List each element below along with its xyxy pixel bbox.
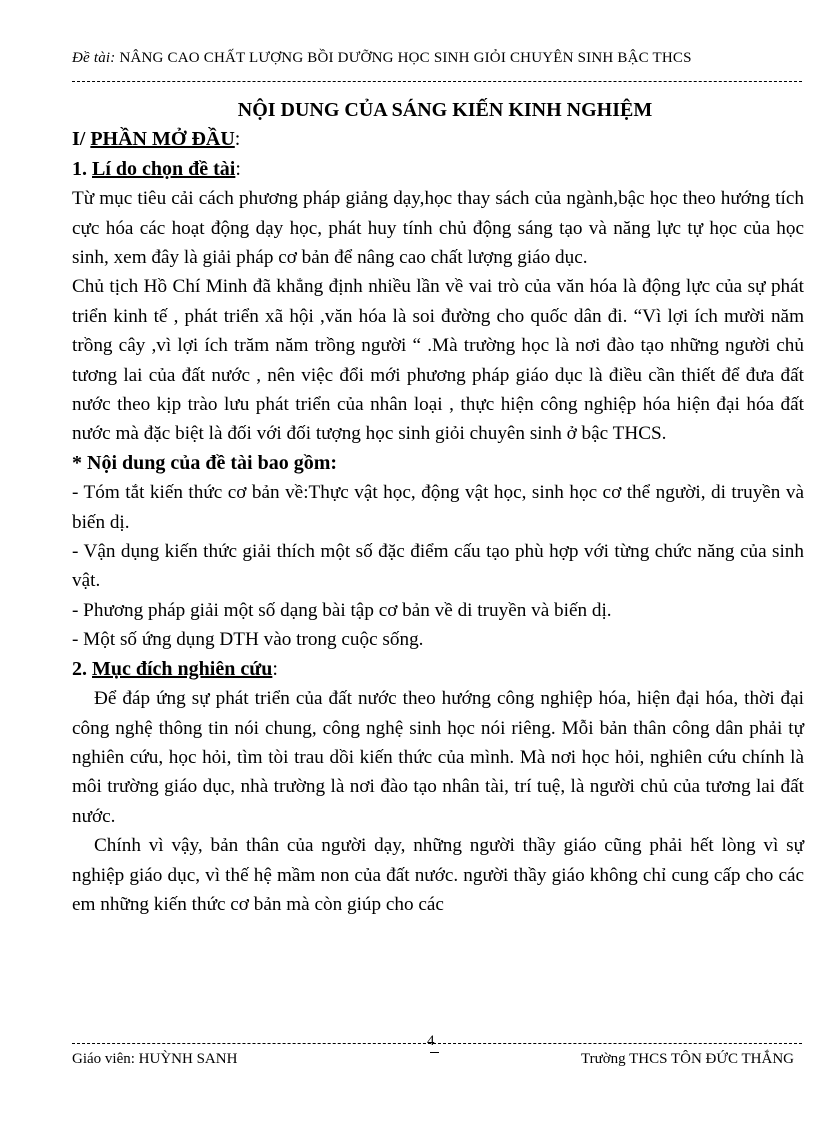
paragraph-3: Để đáp ứng sự phát triển của đất nước theo hướng công nghiệp hóa, hiện đại hóa, thời đại công nghệ thông tin nói chung, công nghệ sinh học nói riêng. Mỗi bản thân công dân phải tự nghiên cứu, học hỏi, tìm tòi trau dồi kiến thức của mình. Mà nơi học hỏi, nghiên cứu chính là môi trường giáo dục, nhà trường là nơi đào tạo nhân tài, trí tuệ, là người chủ của tương lai đất nước. bbox=[72, 688, 804, 827]
bullet-item: - Tóm tắt kiến thức cơ bản về:Thực vật học, động vật học, sinh học cơ thể người, di truyền và biến dị. bbox=[72, 482, 804, 533]
bullet-item: - Vận dụng kiến thức giải thích một số đặc điểm cấu tạo phù hợp với từng chức năng của sinh vật. bbox=[72, 541, 804, 592]
document-body bbox=[72, 96, 804, 919]
section-2-title: Mục đích nghiên cứu bbox=[92, 657, 273, 680]
footer-school: Trường THCS TÔN ĐỨC THẮNG bbox=[580, 1051, 794, 1067]
footer-teacher: Giáo viên: HUỲNH SANH bbox=[72, 1051, 238, 1067]
part-heading-suffix: : bbox=[234, 128, 241, 151]
section-2-suffix: : bbox=[272, 657, 278, 680]
part-heading-title: PHẦN MỞ ĐẦU bbox=[90, 128, 235, 151]
section-1-title: Lí do chọn đề tài bbox=[92, 157, 236, 180]
page-number-underline bbox=[430, 1052, 439, 1053]
section-heading-2 bbox=[72, 655, 804, 684]
bullet-item: - Một số ứng dụng DTH vào trong cuộc sống. bbox=[72, 629, 424, 651]
part-heading bbox=[72, 125, 804, 154]
bullet-item: - Phương pháp giải một số dạng bài tập cơ bản về di truyền và biến dị. bbox=[72, 599, 612, 621]
section-2-prefix: 2. bbox=[72, 657, 92, 680]
section-1-suffix: : bbox=[235, 157, 241, 180]
header-label: Đề tài: bbox=[72, 50, 116, 66]
running-header bbox=[72, 50, 802, 67]
header-title: NÂNG CAO CHẤT LƯỢNG BỒI DƯỠNG HỌC SINH GIỎI CHUYÊN SINH BẬC THCS bbox=[119, 50, 692, 66]
footer-divider bbox=[72, 1043, 802, 1044]
content-heading: * Nội dung của đề tài bao gồm: bbox=[72, 451, 338, 474]
paragraph-1: Từ mục tiêu cải cách phương pháp giảng dạy,học thay sách của ngành,bậc học theo hướng tích cực hóa các hoạt động dạy học, phát huy tính chủ động sáng tạo và năng lực tự học của học sinh, xem đây là giải pháp cơ bản để nâng cao chất lượng giáo dục. bbox=[72, 188, 804, 269]
header-divider bbox=[72, 81, 802, 82]
section-1-prefix: 1. bbox=[72, 157, 92, 180]
paragraph-4: Chính vì vậy, bản thân của người dạy, những người thầy giáo cũng phải hết lòng vì sự nghiệp giáo dục, vì thế hệ mầm non của đất nước. người thầy giáo không chỉ cung cấp cho các em những kiến thức cơ bản mà còn giúp cho các bbox=[72, 835, 804, 915]
document-title: NỘI DUNG CỦA SÁNG KIẾN KINH NGHIỆM bbox=[237, 99, 653, 121]
part-heading-prefix: I/ bbox=[72, 128, 91, 151]
paragraph-2: Chủ tịch Hồ Chí Minh đã khẳng định nhiều lần về vai trò của văn hóa là động lực của sự phát triển kinh tế , phát triển xã hội ,văn hóa là soi đường cho quốc dân đi. “Vì lợi ích mười năm trồng cây ,vì lợi ích trăm năm trồng người “ .Mà trường học là nơi đào tạo những người chủ tương lai của đất nước , nên việc đổi mới phương pháp giáo dục là điều cần thiết để đưa đất nước theo kịp trào lưu phát triển của nhân loại , thực hiện công nghiệp hóa hiện đại hóa đất nước mà đặc biệt là đối với đối tượng học sinh giỏi chuyên sinh ở bậc THCS. bbox=[72, 276, 804, 445]
section-heading-1 bbox=[72, 155, 804, 184]
page-number: 4 bbox=[427, 1033, 435, 1049]
